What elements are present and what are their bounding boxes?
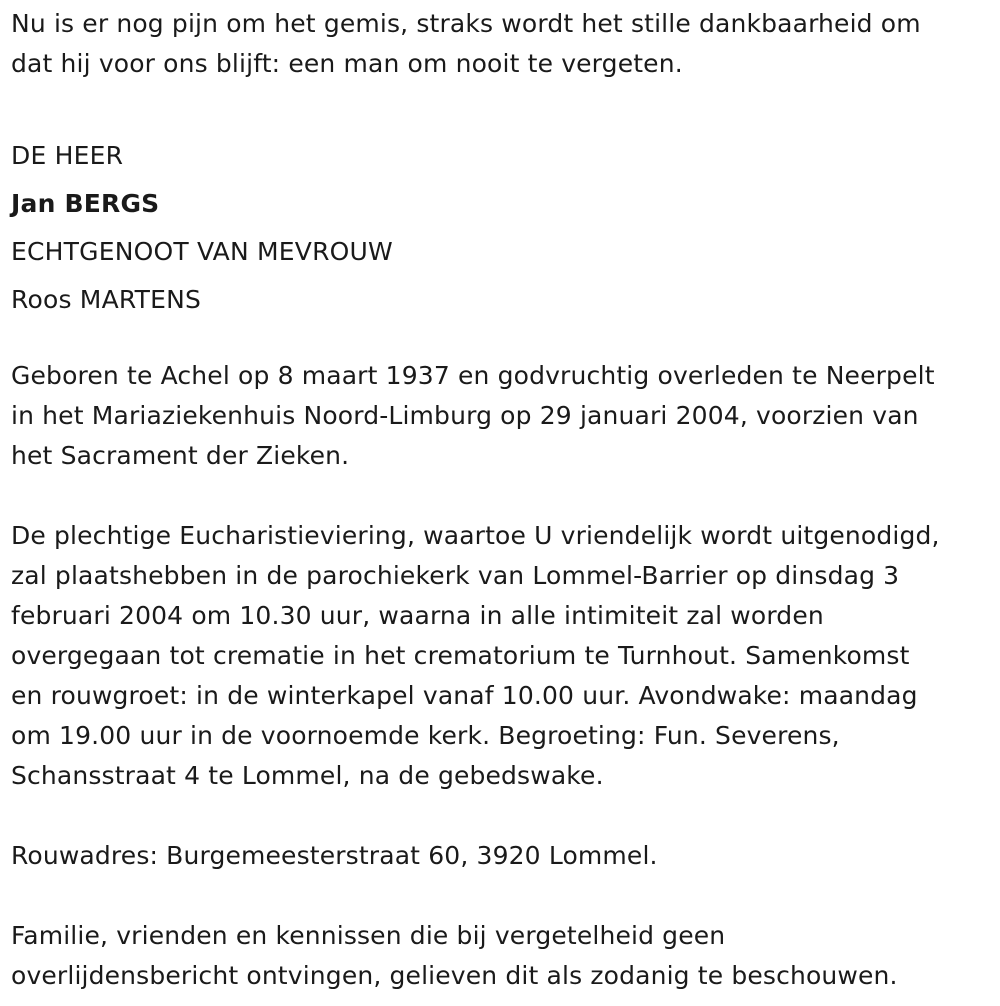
obituary-document <box>11 0 996 996</box>
memorial-quote <box>11 4 996 84</box>
relation-label: ECHTGENOOT VAN MEVROUW <box>11 237 393 266</box>
service-line: zal plaatshebben in de parochiekerk van Lommel-Barrier op dinsdag 3 <box>11 561 900 590</box>
deceased-block <box>11 132 996 324</box>
service-line: De plechtige Eucharistieviering, waartoe U vriendelijk wordt uitgenodigd, <box>11 521 940 550</box>
service-line: en rouwgroet: in de winterkapel vanaf 10.00 uur. Avondwake: maandag <box>11 681 918 710</box>
service-paragraph <box>11 516 996 796</box>
quote-line: Nu is er nog pijn om het gemis, straks wordt het stille dankbaarheid om <box>11 9 921 38</box>
family-note-line: overlijdensbericht ontvingen, gelieven dit als zodanig te beschouwen. <box>11 961 898 990</box>
birth-death-line: het Sacrament der Zieken. <box>11 441 350 470</box>
service-line: overgegaan tot crematie in het crematorium te Turnhout. Samenkomst <box>11 641 910 670</box>
deceased-title: DE HEER <box>11 141 124 170</box>
family-note-paragraph <box>11 916 996 996</box>
quote-line: dat hij voor ons blijft: een man om nooit te vergeten. <box>11 49 683 78</box>
birth-death-line: Geboren te Achel op 8 maart 1937 en godvruchtig overleden te Neerpelt <box>11 361 935 390</box>
mourning-address <box>11 836 996 876</box>
spouse-name: Roos MARTENS <box>11 285 202 314</box>
address-line: Rouwadres: Burgemeesterstraat 60, 3920 Lommel. <box>11 841 658 870</box>
family-note-line: Familie, vrienden en kennissen die bij vergetelheid geen <box>11 921 726 950</box>
service-line: om 19.00 uur in de voornoemde kerk. Begroeting: Fun. Severens, <box>11 721 840 750</box>
birth-death-line: in het Mariaziekenhuis Noord-Limburg op 29 januari 2004, voorzien van <box>11 401 919 430</box>
service-line: februari 2004 om 10.30 uur, waarna in alle intimiteit zal worden <box>11 601 824 630</box>
deceased-name: Jan BERGS <box>11 189 160 218</box>
birth-death-paragraph <box>11 356 996 476</box>
service-line: Schansstraat 4 te Lommel, na de gebedswake. <box>11 761 604 790</box>
